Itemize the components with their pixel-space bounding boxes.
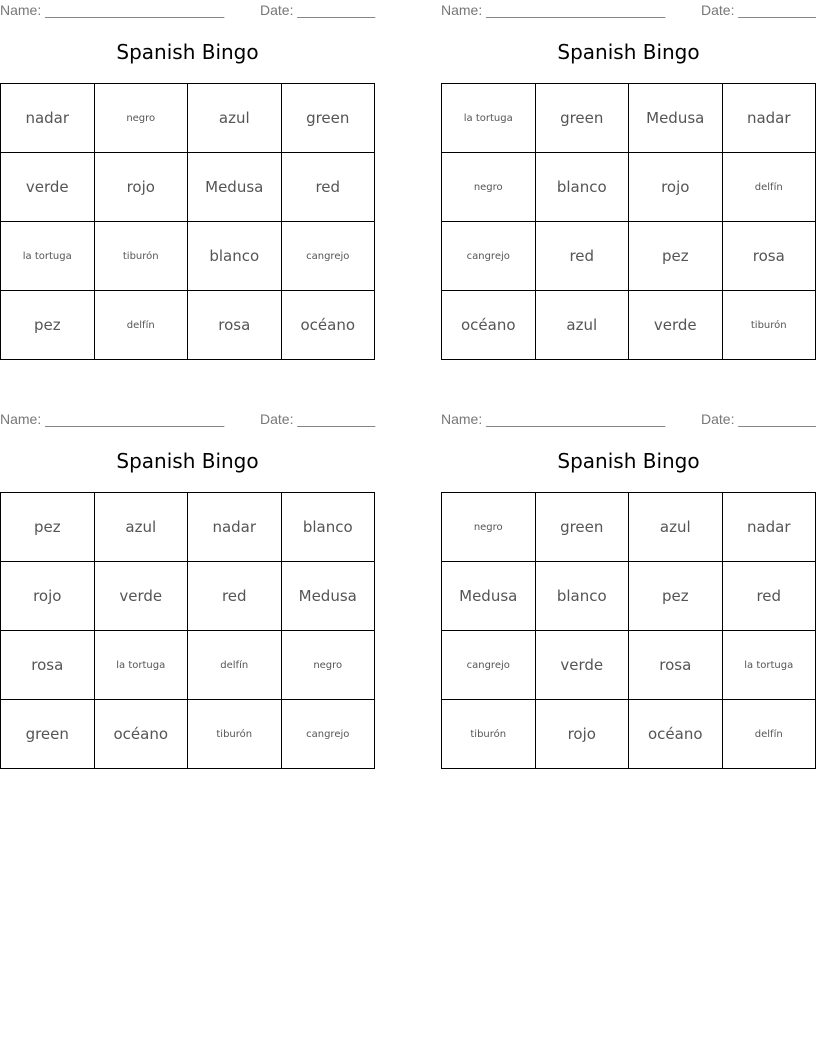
bingo-cell: la tortuga	[722, 631, 816, 700]
card-title: Spanish Bingo	[116, 40, 259, 64]
date-line: Date: __________	[260, 411, 376, 427]
bingo-cell: verde	[535, 631, 629, 700]
bingo-card	[441, 0, 816, 360]
bingo-cell: tiburón	[94, 222, 188, 291]
grid-row	[1, 631, 375, 700]
bingo-grid	[0, 492, 375, 769]
bingo-cell: blanco	[281, 493, 375, 562]
bingo-cell: rojo	[94, 153, 188, 222]
bingo-grid	[441, 492, 816, 769]
grid-row	[1, 493, 375, 562]
bingo-cell: red	[188, 562, 282, 631]
grid-row	[1, 153, 375, 222]
bingo-cell: cangrejo	[442, 631, 536, 700]
bingo-cell: tiburón	[442, 700, 536, 769]
bingo-cell: blanco	[188, 222, 282, 291]
grid-row	[1, 700, 375, 769]
card-title: Spanish Bingo	[557, 449, 700, 473]
bingo-card	[441, 409, 816, 769]
bingo-cell: cangrejo	[281, 700, 375, 769]
grid-row	[442, 631, 816, 700]
date-line: Date: __________	[701, 411, 816, 427]
bingo-cell: rojo	[629, 153, 723, 222]
bingo-cell: océano	[629, 700, 723, 769]
bingo-cell: azul	[188, 84, 282, 153]
bingo-cell: océano	[281, 291, 375, 360]
bingo-cell: nadar	[1, 84, 95, 153]
name-line: Name: _______________________	[0, 2, 225, 18]
date-line: Date: __________	[701, 2, 816, 18]
bingo-cell: rosa	[722, 222, 816, 291]
bingo-cell: Medusa	[442, 562, 536, 631]
grid-row	[442, 700, 816, 769]
bingo-cell: nadar	[722, 493, 816, 562]
grid-row	[1, 291, 375, 360]
grid-row	[1, 562, 375, 631]
bingo-cell: red	[722, 562, 816, 631]
bingo-cell: negro	[442, 493, 536, 562]
bingo-cell: negro	[94, 84, 188, 153]
grid-row	[442, 562, 816, 631]
grid-row	[442, 222, 816, 291]
bingo-cell: nadar	[722, 84, 816, 153]
name-line: Name: _______________________	[441, 411, 666, 427]
bingo-cell: delfín	[188, 631, 282, 700]
bingo-cell: azul	[535, 291, 629, 360]
bingo-cell: cangrejo	[281, 222, 375, 291]
bingo-cell: Medusa	[281, 562, 375, 631]
grid-row	[442, 291, 816, 360]
name-line: Name: _______________________	[0, 411, 225, 427]
bingo-cell: blanco	[535, 153, 629, 222]
bingo-cell: pez	[1, 291, 95, 360]
bingo-cell: nadar	[188, 493, 282, 562]
bingo-card	[0, 409, 375, 769]
card-title: Spanish Bingo	[557, 40, 700, 64]
name-line: Name: _______________________	[441, 2, 666, 18]
bingo-cell: negro	[281, 631, 375, 700]
bingo-cell: pez	[629, 222, 723, 291]
bingo-cell: verde	[94, 562, 188, 631]
bingo-grid	[441, 83, 816, 360]
bingo-cell: pez	[1, 493, 95, 562]
bingo-cell: rosa	[1, 631, 95, 700]
bingo-cell: azul	[94, 493, 188, 562]
bingo-cell: tiburón	[188, 700, 282, 769]
bingo-cell: rosa	[188, 291, 282, 360]
card-title: Spanish Bingo	[116, 449, 259, 473]
bingo-cell: green	[281, 84, 375, 153]
grid-row	[442, 84, 816, 153]
grid-row	[442, 153, 816, 222]
bingo-cell: green	[535, 84, 629, 153]
bingo-cell: negro	[442, 153, 536, 222]
bingo-cell: cangrejo	[442, 222, 536, 291]
bingo-cell: red	[535, 222, 629, 291]
bingo-cell: Medusa	[188, 153, 282, 222]
bingo-card	[0, 0, 375, 360]
bingo-cell: océano	[442, 291, 536, 360]
bingo-grid	[0, 83, 375, 360]
bingo-cell: rosa	[629, 631, 723, 700]
bingo-cell: la tortuga	[1, 222, 95, 291]
bingo-cell: verde	[629, 291, 723, 360]
bingo-cell: verde	[1, 153, 95, 222]
bingo-cell: océano	[94, 700, 188, 769]
bingo-cell: pez	[629, 562, 723, 631]
date-line: Date: __________	[260, 2, 376, 18]
bingo-cell: green	[1, 700, 95, 769]
grid-row	[1, 84, 375, 153]
bingo-cell: la tortuga	[94, 631, 188, 700]
bingo-cell: delfín	[94, 291, 188, 360]
bingo-cell: green	[535, 493, 629, 562]
bingo-cell: la tortuga	[442, 84, 536, 153]
bingo-cell: azul	[629, 493, 723, 562]
bingo-cell: Medusa	[629, 84, 723, 153]
grid-row	[442, 493, 816, 562]
bingo-cell: delfín	[722, 153, 816, 222]
bingo-cell: rojo	[535, 700, 629, 769]
bingo-cell: blanco	[535, 562, 629, 631]
bingo-cell: rojo	[1, 562, 95, 631]
bingo-cell: delfín	[722, 700, 816, 769]
bingo-cell: tiburón	[722, 291, 816, 360]
grid-row	[1, 222, 375, 291]
bingo-cell: red	[281, 153, 375, 222]
